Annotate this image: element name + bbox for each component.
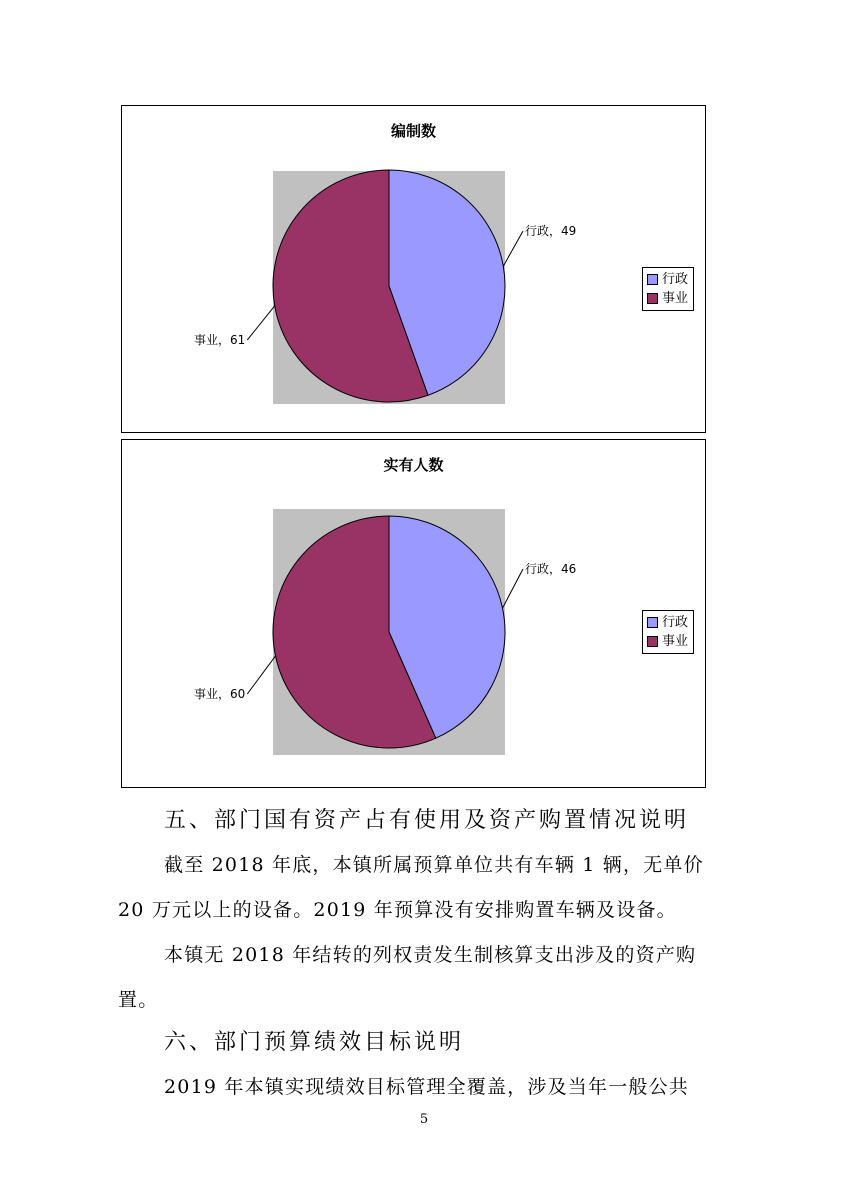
paragraph-line: 20 万元以上的设备。2019 年预算没有安排购置车辆及设备。 <box>118 899 677 921</box>
paragraph-line: 置。 <box>118 989 159 1011</box>
leader-line-admin <box>503 231 523 266</box>
legend-item-admin <box>647 270 688 289</box>
pie-chart-establishment <box>121 105 706 433</box>
data-label-admin: 行政，49 <box>525 224 577 238</box>
legend-label: 事业 <box>662 634 689 649</box>
legend-label: 行政 <box>662 615 689 630</box>
section-heading: 六、部门预算绩效目标说明 <box>164 1030 465 1055</box>
pie-chart-svg <box>122 440 707 789</box>
data-label-admin: 行政，46 <box>525 562 577 576</box>
legend-item-admin <box>647 613 688 632</box>
pie-chart-svg <box>122 106 707 434</box>
paragraph-line: 2019 年本镇实现绩效目标管理全覆盖，涉及当年一般公共 <box>164 1076 689 1098</box>
legend-item-public <box>647 289 688 308</box>
data-label-public: 事业，61 <box>194 333 246 347</box>
legend-item-public <box>647 632 688 651</box>
leader-line-admin <box>503 569 523 608</box>
page-number: 5 <box>419 1112 429 1127</box>
legend <box>642 267 694 311</box>
pie-chart-actual-staff <box>121 439 706 788</box>
leader-line-public <box>247 306 274 340</box>
data-label-public: 事业，60 <box>194 687 246 701</box>
paragraph-line: 本镇无 2018 年结转的列权责发生制核算支出涉及的资产购 <box>164 944 697 966</box>
legend <box>642 610 694 654</box>
paragraph-line: 截至 2018 年底，本镇所属预算单位共有车辆 1 辆，无单价 <box>164 854 704 876</box>
legend-swatch-admin <box>647 617 658 628</box>
chart-title: 实有人数 <box>383 456 444 474</box>
legend-swatch-admin <box>647 274 658 285</box>
leader-line-public <box>247 656 275 694</box>
legend-label: 行政 <box>662 272 689 287</box>
chart-title: 编制数 <box>390 122 436 140</box>
section-heading: 五、部门国有资产占有使用及资产购置情况说明 <box>164 808 690 833</box>
legend-swatch-public <box>647 636 658 647</box>
legend-swatch-public <box>647 293 658 304</box>
legend-label: 事业 <box>662 291 689 306</box>
